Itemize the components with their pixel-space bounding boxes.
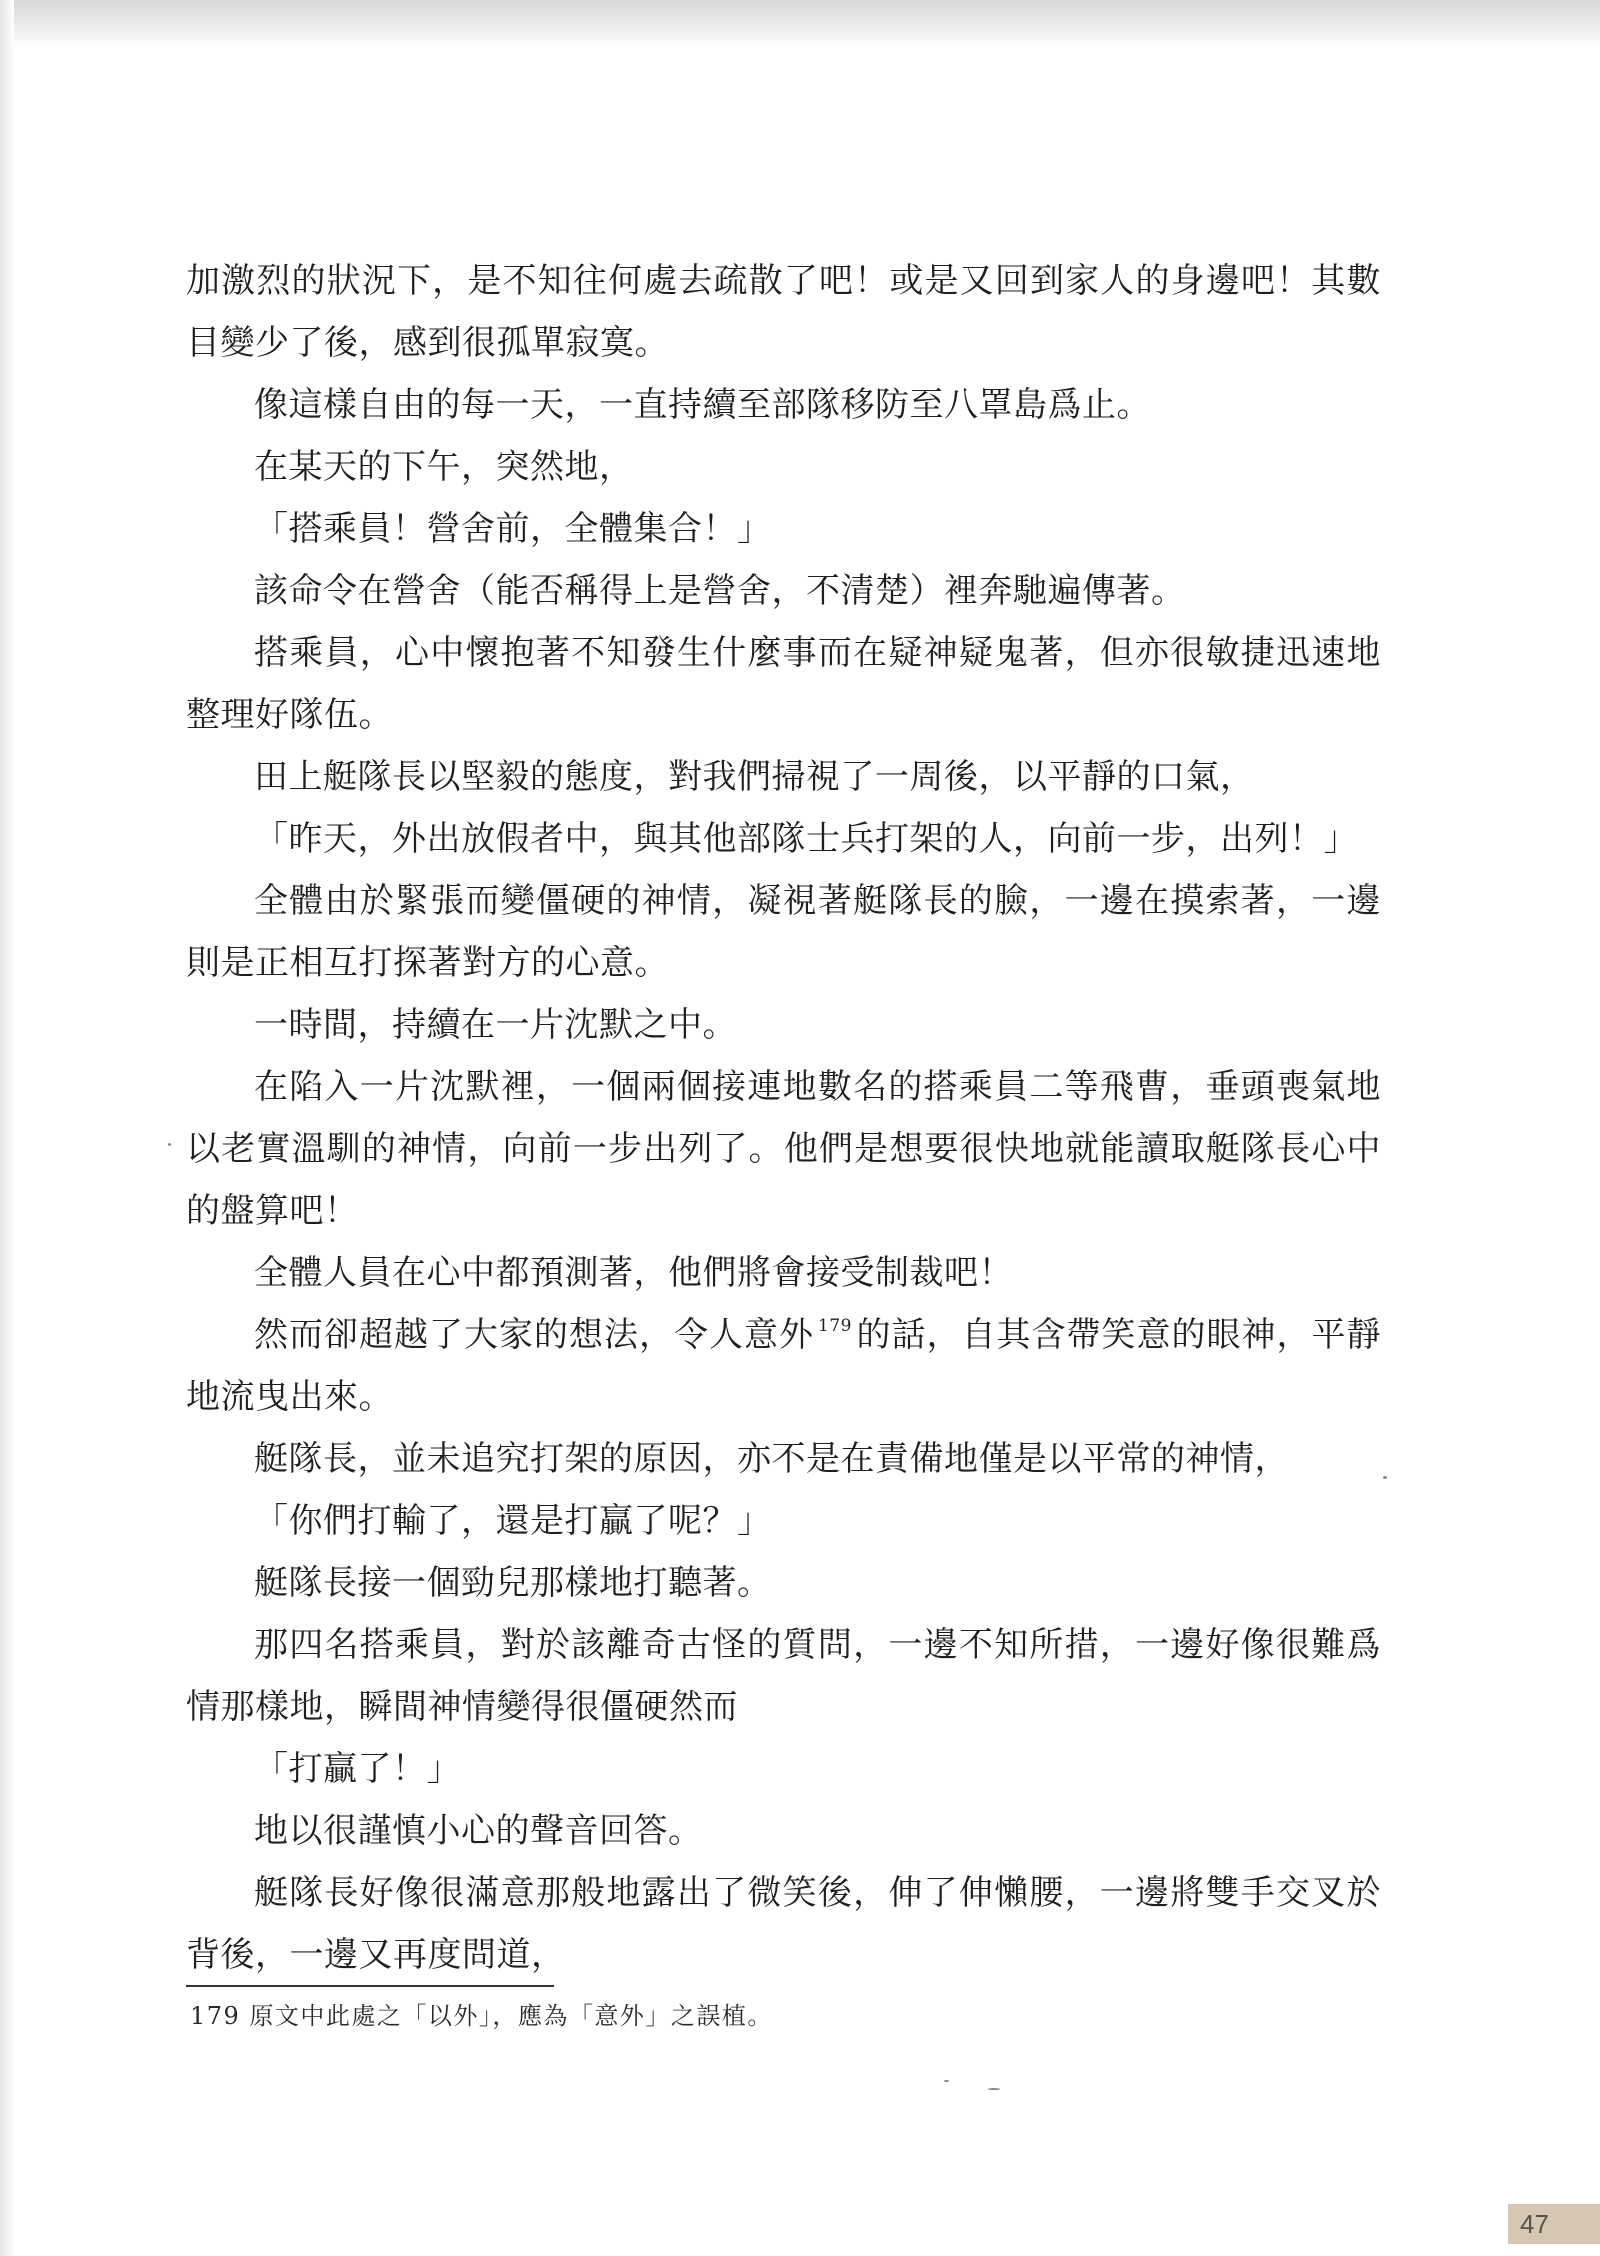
scan-speck: [988, 2088, 1000, 2090]
paragraph: 全體人員在心中都預測著，他們將會接受制裁吧！: [254, 1253, 1013, 1293]
paragraph: 「昨天，外出放假者中，與其他部隊士兵打架的人，向前一步，出列！」: [254, 819, 1358, 859]
body-text: [186, 250, 1381, 1986]
paragraph: 「打贏了！」: [254, 1749, 461, 1789]
paragraph: 在陷入一片沈默裡，一個兩個接連地數名的搭乘員二等飛曹，垂頭喪氣地以老實溫馴的神情，向前一步出列了。他們是想要很快地就能讀取艇隊長心中的盤算吧！: [186, 1067, 1381, 1231]
paragraph: 全體由於緊張而變僵硬的神情，凝視著艇隊長的臉，一邊在摸索著，一邊則是正相互打探著對方的心意。: [186, 881, 1381, 983]
paragraph: 「搭乘員！營舍前，全體集合！」: [254, 509, 772, 549]
paragraph: 田上艇隊長以堅毅的態度，對我們掃視了一周後，以平靜的口氣，: [254, 757, 1255, 797]
paragraph: 像這樣自由的每一天，一直持續至部隊移防至八罩島爲止。: [254, 385, 1151, 425]
paragraph: 艇隊長好像很滿意那般地露出了微笑後，伸了伸懶腰，一邊將雙手交叉於背後，一邊又再度問道，: [186, 1873, 1381, 1975]
footnote-reference[interactable]: 179: [818, 1316, 852, 1336]
paragraph: 那四名搭乘員，對於該離奇古怪的質問，一邊不知所措，一邊好像很難爲情那樣地，瞬間神情變得很僵硬然而: [186, 1625, 1381, 1727]
page-number: 47: [1508, 2204, 1600, 2244]
paragraph: 一時間，持續在一片沈默之中。: [254, 1005, 737, 1045]
paragraph: 在某天的下午，突然地，: [254, 447, 634, 487]
paragraph-text-before-ref: 然而卻超越了大家的想法，令人意外: [254, 1315, 815, 1355]
footnote: 179 原文中此處之「以外」，應為「意外」之誤植。: [190, 2002, 773, 2030]
paragraph: 該命令在營舍（能否稱得上是營舍，不清楚）裡奔馳遍傳著。: [254, 571, 1186, 611]
scan-shadow-left: [0, 0, 14, 2256]
scan-shadow-top: [0, 0, 1600, 48]
paragraph: 地以很謹慎小心的聲音回答。: [254, 1811, 703, 1851]
paragraph: 艇隊長接一個勁兒那樣地打聽著。: [254, 1563, 772, 1603]
paragraph-text-after-ref: 的話，自其含帶笑意的眼神，平靜地流曳出來。: [186, 1315, 1382, 1417]
paragraph: 搭乘員，心中懷抱著不知發生什麼事而在疑神疑鬼著，但亦很敏捷迅速地整理好隊伍。: [186, 633, 1381, 735]
scan-speck: [1383, 1476, 1387, 1479]
paragraph-with-footnote-ref: [186, 1304, 1381, 1428]
paragraph: 「你們打輸了，還是打贏了呢？」: [254, 1501, 772, 1541]
scan-speck: [168, 1143, 171, 1146]
paragraph: 艇隊長，並未追究打架的原因，亦不是在責備地僅是以平常的神情，: [254, 1439, 1289, 1479]
footnote-divider: [186, 1985, 554, 1987]
scan-speck: [944, 2080, 949, 2082]
paragraph: 加激烈的狀況下，是不知往何處去疏散了吧！或是又回到家人的身邊吧！其數目變少了後，感到很孤單寂寞。: [186, 261, 1381, 363]
